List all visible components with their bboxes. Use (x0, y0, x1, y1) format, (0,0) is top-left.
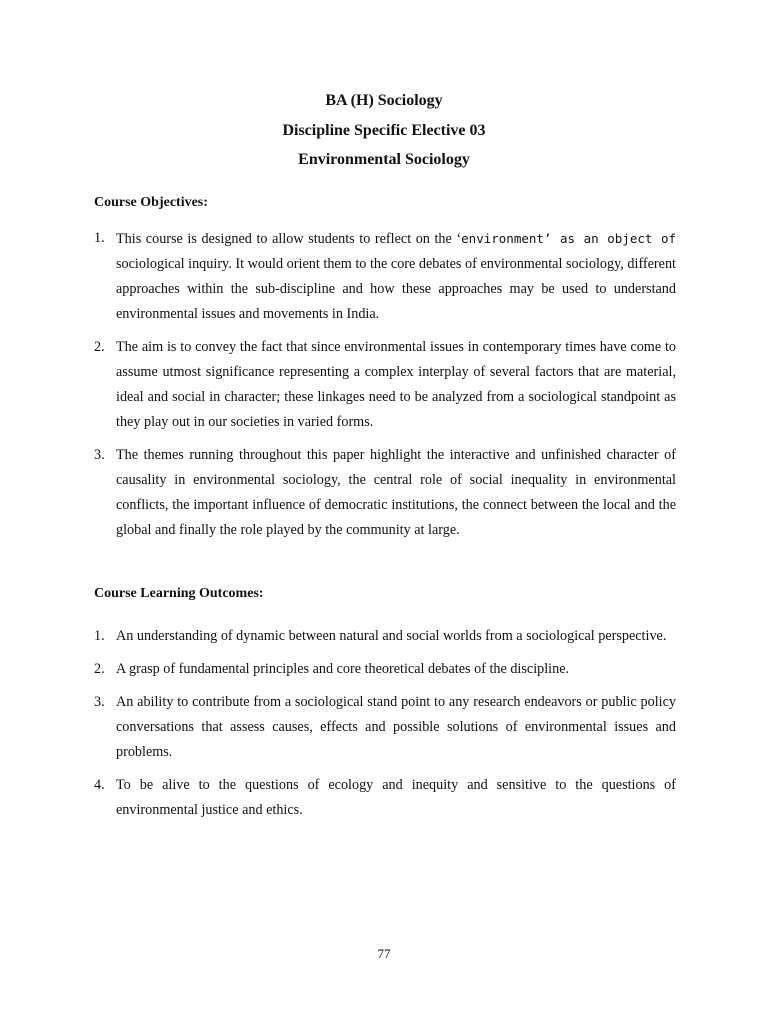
objectives-heading: Course Objectives: (94, 195, 208, 210)
item-text: To be alive to the questions of ecology and inequity and sensitive to the questions of environmental justice and ethics. (116, 777, 676, 818)
item-number: 3. (94, 447, 105, 463)
item-number: 2. (94, 661, 105, 677)
item-number: 3. (94, 694, 105, 710)
item-number: 1. (94, 628, 105, 644)
program-title: BA (H) Sociology (325, 92, 443, 109)
course-type-title: Discipline Specific Elective 03 (282, 121, 486, 139)
outcomes-heading: Course Learning Outcomes: (94, 586, 264, 601)
outcomes-list (94, 624, 676, 831)
item-text: A grasp of fundamental principles and core theoretical debates of the discipline. (116, 661, 570, 677)
list-item (94, 624, 676, 649)
item-text: The themes running throughout this paper highlight the interactive and unfinished character of causality in environmental sociology, the central role of social inequality in environmental conflicts, the important influence of democratic institutions, the connect between the local and the global and finally the role played by the community at large. (116, 447, 676, 538)
list-item (94, 335, 676, 435)
item-text: An ability to contribute from a sociological stand point to any research endeavors or public policy conversations that assess causes, effects and possible solutions of environmental issues and problems. (116, 694, 676, 760)
list-item (94, 443, 676, 543)
item-text: The aim is to convey the fact that since environmental issues in contemporary times have come to assume utmost significance representing a complex interplay of several factors that are material, ideal and social in character; these linkages need to be analyzed from a sociological standpoint as they play out in our societies in varied forms. (116, 339, 676, 430)
item-text-part: sociological inquiry. It would orient them to the core debates of environmental sociology, different approaches within the sub-discipline and how these approaches may be used to understand environmental issues and movements in India. (116, 256, 676, 322)
list-item (94, 657, 676, 682)
list-item (94, 773, 676, 823)
item-text-mono: environment’ as an object of (461, 231, 677, 246)
course-title: Environmental Sociology (298, 151, 470, 168)
list-item (94, 690, 676, 765)
item-text-part: This course is designed to allow students to reflect on the ‘ (116, 231, 462, 247)
list-item (94, 226, 676, 327)
objectives-list (94, 226, 676, 551)
item-number: 1. (94, 230, 105, 246)
item-number: 4. (94, 777, 105, 793)
page-number: 77 (377, 946, 391, 961)
title-block (0, 86, 768, 175)
item-text: An understanding of dynamic between natural and social worlds from a sociological perspective. (116, 628, 667, 644)
item-number: 2. (94, 339, 105, 355)
